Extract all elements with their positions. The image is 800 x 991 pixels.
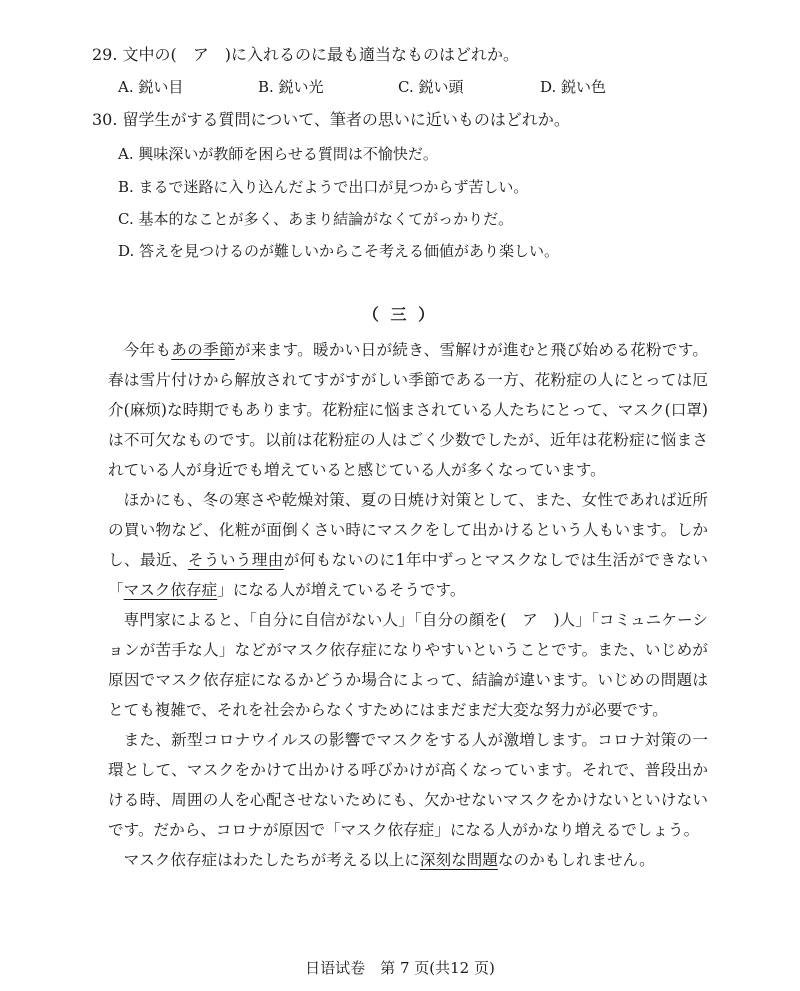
underlined-phrase-1: あの季節: [171, 341, 235, 359]
q29-option-b: B. 鋭い光: [258, 78, 324, 96]
paragraph-2: [108, 485, 708, 605]
p1-text-end: が来ます。暖かい日が続き、雪解けが進むと飛び始める花粉です。春は雪片付けから解放されてすがすがしい季節である一方、花粉症の人にとっては厄介(麻烦)な時期でもあります。花粉症に悩まされている人たちにとって、マスク(口罩)は不可欠なものです。以前は花粉症の人はごく少数でしたが、近年は花粉症に悩まされている人が身近でも増えていると感じている人が多くなっています。: [108, 341, 708, 479]
question-29: 29. 文中の( ア )に入れるのに最も適当なものはどれか。: [92, 45, 520, 64]
paragraph-1: [108, 335, 708, 485]
reading-passage: [108, 335, 708, 875]
question-30: 30. 留学生がする質問について、筆者の思いに近いものはどれか。: [92, 110, 570, 129]
p2-text-mid: が何もないのに1年中ずっとマスクなしでは生活ができない「: [108, 551, 708, 599]
underlined-phrase-4: 深刻な問題: [419, 851, 498, 869]
q29-option-c: C. 鋭い頭: [398, 78, 464, 96]
page-footer: 日语试卷 第 7 页(共12 页): [305, 959, 495, 977]
q30-option-d: D. 答えを見つけるのが難しいからこそ考える価値があり楽しい。: [118, 242, 560, 260]
underlined-phrase-2: そういう理由: [187, 551, 284, 569]
paragraph-5: [108, 845, 708, 875]
p5-text-end: なのかもしれません。: [497, 851, 655, 869]
q29-option-a: A. 鋭い目: [118, 78, 184, 96]
underlined-phrase-3: マスク依存症: [123, 581, 218, 599]
p5-text-start: マスク依存症はわたしたちが考える以上に: [123, 851, 420, 869]
q30-option-c: C. 基本的なことが多く、あまり結論がなくてがっかりだ。: [118, 210, 514, 228]
paragraph-4: また、新型コロナウイルスの影響でマスクをする人が激増します。コロナ対策の一環として、マスクをかけて出かける呼びかけが高くなっています。それで、普段出かける時、周囲の人を心配させないためにも、欠かせないマスクをかけないといけないです。だから、コロナが原因で「マスク依存症」になる人がかなり増えるでしょう。: [108, 731, 708, 839]
q30-option-a: A. 興味深いが教師を困らせる質問は不愉快だ。: [118, 145, 438, 163]
p1-text-start: 今年も: [123, 341, 172, 359]
p2-text-end: 」になる人が増えているそうです。: [217, 581, 466, 599]
p2-text-start: ほかにも、冬の寒さや乾燥対策、夏の日焼け対策として、また、女性であれば近所の買い物など、化粧が面倒くさい時にマスクをして出かけるという人もいます。しかし、最近、: [108, 491, 708, 569]
section-title: （ 三 ）: [362, 305, 438, 324]
paragraph-3: 専門家によると、「自分に自信がない人」「自分の顔を( ア )人」「コミュニケーションが苦手な人」などがマスク依存症になりやすいということです。また、いじめが原因でマスク依存症になるかどうか場合によって、結論が違います。いじめの問題はとても複雑で、それを社会からなくすためにはまだまだ大変な努力が必要です。: [108, 611, 708, 719]
q29-option-d: D. 鋭い色: [540, 78, 607, 96]
q30-option-b: B. まるで迷路に入り込んだようで出口が見つからず苦しい。: [118, 178, 529, 196]
